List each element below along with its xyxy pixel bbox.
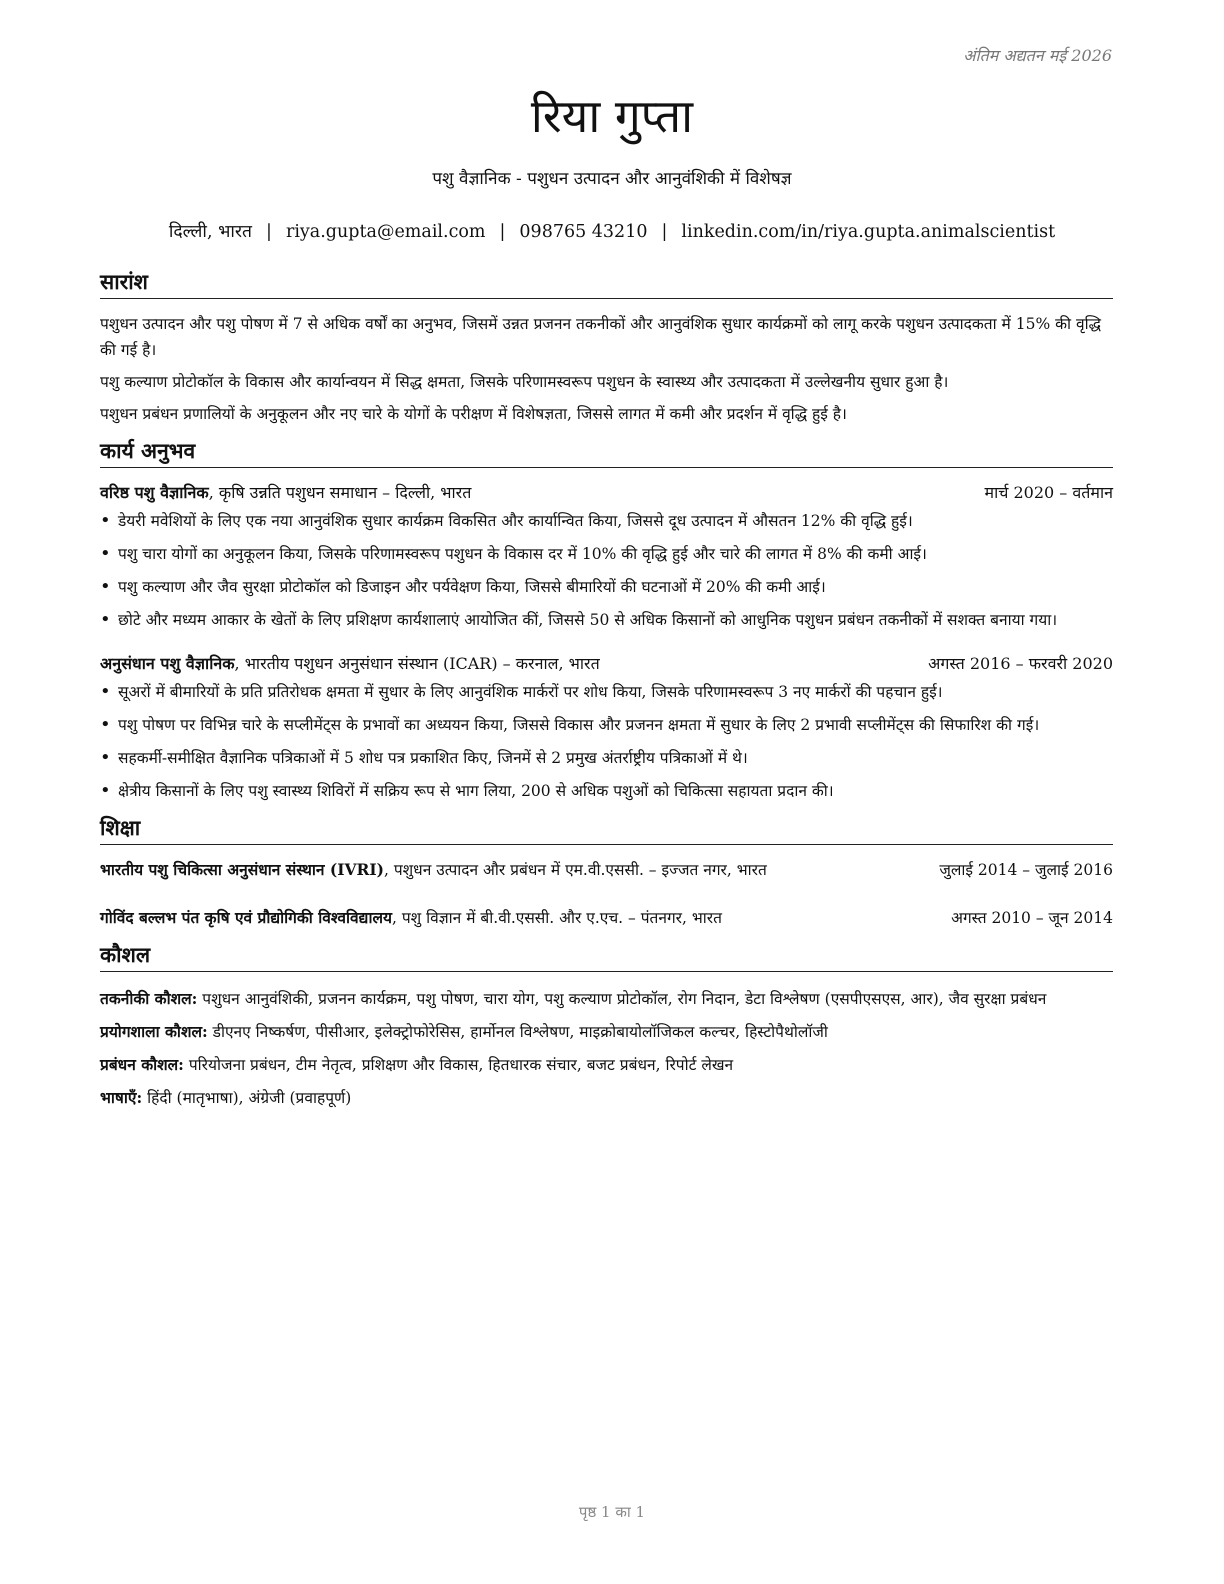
education-dates: जुलाई 2014 – जुलाई 2016 <box>939 861 1113 879</box>
job-entry <box>100 651 1113 804</box>
skill-group-value: हिंदी (मातृभाषा), अंग्रेजी (प्रवाहपूर्ण) <box>142 1089 352 1107</box>
job-bullet: • छोटे और मध्यम आकार के खेतों के लिए प्रशिक्षण कार्यशालाएं आयोजित कीं, जिससे 50 से अधिक किसानों को आधुनिक पशुधन प्रबंधन तकनीकों में सशक्त बनाया गया। <box>100 607 1113 633</box>
job-organization: , कृषि उन्नति पशुधन समाधान – दिल्ली, भारत <box>208 483 472 502</box>
linkedin-link[interactable]: linkedin.com/in/riya.gupta.animalscientist <box>681 222 1056 242</box>
education-institution: भारतीय पशु चिकित्सा अनुसंधान संस्थान (IVRI) <box>100 860 384 879</box>
summary-paragraph: पशुधन प्रबंधन प्रणालियों के अनुकूलन और नए चारे के योगों के परीक्षण में विशेषज्ञता, जिससे लागत में कमी और प्रदर्शन में वृद्धि हुई है। <box>100 405 847 423</box>
job-dates: मार्च 2020 – वर्तमान <box>984 483 1113 502</box>
education-entry <box>100 857 1113 883</box>
summary-paragraph: पशुधन उत्पादन और पशु पोषण में 7 से अधिक वर्षों का अनुभव, जिसमें उन्नत प्रजनन तकनीकों और आनुवंशिक सुधार कार्यक्रमों को लागू करके पशुधन उत्पादकता में 15% की वृद्धि की गई है। <box>100 315 1101 359</box>
education-line <box>100 857 767 883</box>
skill-group-label: प्रयोगशाला कौशल: <box>100 1022 208 1041</box>
job-organization: , भारतीय पशुधन अनुसंधान संस्थान (ICAR) – करनाल, भारत <box>234 654 600 673</box>
section-heading-experience: कार्य अनुभव <box>100 437 1113 468</box>
skill-group-label: भाषाएँ: <box>100 1088 143 1107</box>
skill-group <box>100 1019 1113 1045</box>
skill-group-label: तकनीकी कौशल: <box>100 989 198 1008</box>
job-entry <box>100 480 1113 633</box>
skill-group-value: परियोजना प्रबंधन, टीम नेतृत्व, प्रशिक्षण और विकास, हितधारक संचार, बजट प्रबंधन, रिपोर्ट लेखन <box>183 1056 734 1074</box>
skill-group <box>100 1085 1113 1111</box>
education-dates: अगस्त 2010 – जून 2014 <box>951 909 1113 927</box>
section-heading-education: शिक्षा <box>100 814 1113 845</box>
contact-separator: | <box>661 222 668 242</box>
email-link[interactable]: riya.gupta@email.com <box>285 222 486 242</box>
job-bullet: • सहकर्मी-समीक्षित वैज्ञानिक पत्रिकाओं में 5 शोध पत्र प्रकाशित किए, जिनमें से 2 प्रमुख अंतर्राष्ट्रीय पत्रिकाओं में थे। <box>100 745 1113 771</box>
skill-group <box>100 986 1113 1012</box>
summary-paragraph: पशु कल्याण प्रोटोकॉल के विकास और कार्यान्वयन में सिद्ध क्षमता, जिसके परिणामस्वरूप पशुधन के स्वास्थ्य और उत्पादकता में उल्लेखनीय सुधार हुआ है। <box>100 373 949 391</box>
job-dates: अगस्त 2016 – फरवरी 2020 <box>928 654 1113 673</box>
education-line <box>100 905 722 931</box>
skill-group <box>100 1052 1113 1078</box>
education-detail: , पशु विज्ञान में बी.वी.एससी. और ए.एच. – पंतनगर, भारत <box>391 909 722 927</box>
education-entry <box>100 905 1113 931</box>
job-bullet: • पशु चारा योगों का अनुकूलन किया, जिसके परिणामस्वरूप पशुधन के विकास दर में 10% की वृद्धि हुई और चारे की लागत में 8% की कमी आई। <box>100 541 1113 567</box>
contact-separator: | <box>499 222 506 242</box>
job-bullet: • सूअरों में बीमारियों के प्रति प्रतिरोधक क्षमता में सुधार के लिए आनुवंशिक मार्करों पर शोध किया, जिसके परिणामस्वरूप 3 नए मार्करों की पहचान हुई। <box>100 679 1113 705</box>
job-bullet: • पशु कल्याण और जैव सुरक्षा प्रोटोकॉल को डिजाइन और पर्यवेक्षण किया, जिससे बीमारियों की घटनाओं में 20% की कमी आई। <box>100 574 1113 600</box>
section-heading-skills: कौशल <box>100 941 1113 972</box>
location-text: दिल्ली, भारत <box>168 222 253 242</box>
experience-section <box>100 437 1113 804</box>
contact-separator: | <box>266 222 272 242</box>
job-bullet: • डेयरी मवेशियों के लिए एक नया आनुवंशिक सुधार कार्यक्रम विकसित और कार्यान्वित किया, जिससे दूध उत्पादन में औसतन 12% की वृद्धि हुई। <box>100 508 1113 534</box>
skills-section <box>100 941 1113 1111</box>
page-number: पृष्ठ 1 का 1 <box>578 1503 646 1521</box>
job-bullet: • पशु पोषण पर विभिन्न चारे के सप्लीमेंट्स के प्रभावों का अध्ययन किया, जिससे विकास और प्रजनन क्षमता में सुधार के लिए 2 प्रभावी सप्लीमेंट्स की सिफारिश की गई। <box>100 712 1113 738</box>
skill-group-value: पशुधन आनुवंशिकी, प्रजनन कार्यक्रम, पशु पोषण, चारा योग, पशु कल्याण प्रोटोकॉल, रोग निदान, डेटा विश्लेषण (एसपीएसएस, आर), जैव सुरक्षा प्रबंधन <box>197 990 1047 1008</box>
skill-group-value: डीएनए निष्कर्षण, पीसीआर, इलेक्ट्रोफोरेसिस, हार्मोनल विश्लेषण, माइक्रोबायोलॉजिकल कल्चर, हिस्टोपैथोलॉजी <box>207 1023 828 1041</box>
skill-group-label: प्रबंधन कौशल: <box>100 1055 184 1074</box>
resume-body <box>100 268 1113 1118</box>
section-heading-summary: सारांश <box>100 268 1113 299</box>
education-section <box>100 814 1113 931</box>
contact-line <box>0 219 1224 243</box>
phone-number: 098765 43210 <box>519 222 648 242</box>
candidate-name: रिया गुप्ता <box>530 89 694 143</box>
job-bullet: • क्षेत्रीय किसानों के लिए पशु स्वास्थ्य शिविरों में सक्रिय रूप से भाग लिया, 200 से अधिक पशुओं को चिकित्सा सहायता प्रदान की। <box>100 778 1113 804</box>
job-role: अनुसंधान पशु वैज्ञानिक <box>100 654 235 673</box>
education-detail: , पशुधन उत्पादन और प्रबंधन में एम.वी.एससी. – इज्जत नगर, भारत <box>383 861 767 879</box>
job-role: वरिष्ठ पशु वैज्ञानिक <box>100 483 209 502</box>
summary-section <box>100 268 1113 427</box>
job-title-line <box>100 480 471 506</box>
professional-headline: पशु वैज्ञानिक - पशुधन उत्पादन और आनुवंशिकी में विशेषज्ञ <box>432 169 792 189</box>
last-updated-note: अंतिम अद्यतन मई 2026 <box>963 46 1112 65</box>
job-title-line <box>100 651 600 677</box>
education-institution: गोविंद बल्लभ पंत कृषि एवं प्रौद्योगिकी विश्वविद्यालय <box>100 908 392 927</box>
